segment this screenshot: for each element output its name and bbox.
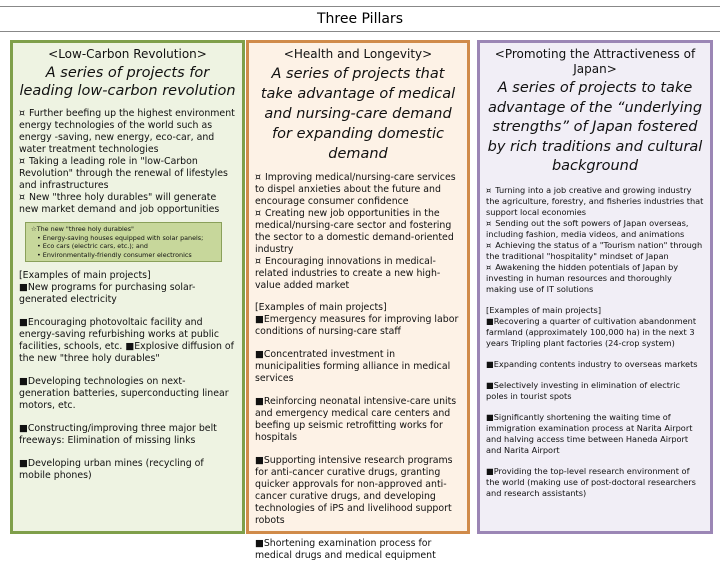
bullet-list (486, 185, 704, 295)
example-item: ■New programs for purchasing solar-generated electricity (19, 282, 196, 305)
example-item: ■Shortening examination process for medical drugs and medical equipment (255, 538, 436, 561)
bullet-mark-icon: ¤ (255, 256, 261, 267)
example-item: ■Expanding contents industry to overseas markets (486, 358, 698, 369)
column-attractiveness-of-japan (477, 40, 713, 534)
example-item: ■Reinforcing neonatal intensive-care units and emergency medical care centers and beefing up seismic retrofitting works for hospitals (255, 396, 457, 443)
example-item: ■Selectively investing in elimination of electric poles in tourist spots (486, 379, 681, 401)
column-heading: <Health and Longevity> (283, 47, 433, 61)
bullet-item: ¤ New "three holy durables" will generate new market demand and job opportunities (19, 192, 220, 215)
column-heading: <Low-Carbon Revolution> (48, 47, 207, 61)
bullet-mark-icon: ¤ (486, 239, 492, 250)
column-health-and-longevity (246, 40, 470, 561)
bullet-item: ¤ Achieving the status of a "Tourism nation" through the traditional "hospitality" mindset of Japan (486, 239, 703, 261)
example-item: ■Constructing/improving three major belt freeways: Elimination of missing links (19, 423, 217, 446)
example-item: ■Developing urban mines (recycling of mobile phones) (19, 458, 204, 481)
three-holy-durables-box (25, 222, 222, 262)
bullet-item: ¤ Sending out the soft powers of Japan overseas, including fashion, media videos, and animations (486, 217, 689, 239)
example-item: ■Supporting intensive research programs for anti-cancer curative drugs, granting quicker approvals for non-approved anti-cancer curative drugs, and developing technologies of iPS and livelihood support robots (255, 455, 453, 526)
bullet-mark-icon: ¤ (486, 217, 492, 228)
bullet-mark-icon: ¤ (486, 184, 492, 195)
example-item: ■Developing technologies on next-generation batteries, superconducting linear motors, etc. (19, 376, 229, 411)
column-subtitle: A series of projects that take advantage of medical and nursing-care demand for expanding domestic demand (260, 66, 456, 162)
bullet-item: ¤ Encouraging innovations in medical-related industries to create a new high-value added market (255, 256, 441, 291)
inset-line: • Eco cars (electric cars, etc.); and (37, 242, 148, 250)
bullet-item: ¤ Awakening the hidden potentials of Japan by investing in human resources and thoroughly making use of IT solutions (486, 261, 679, 294)
bullet-mark-icon: ¤ (255, 208, 261, 219)
examples-heading: [Examples of main projects] (486, 304, 602, 315)
bullet-mark-icon: ¤ (255, 172, 261, 183)
column-low-carbon-revolution (10, 40, 245, 534)
examples-heading: [Examples of main projects] (255, 302, 387, 313)
bullet-mark-icon: ¤ (486, 261, 492, 272)
bullet-mark-icon: ¤ (19, 108, 25, 119)
bullet-item: ¤ Turning into a job creative and growing industry the agriculture, forestry, and fisheries industries that support local economies (486, 184, 704, 217)
column-subtitle: A series of projects to take advantage of the “underlying strengths” of Japan fostered by rich traditions and cultural background (487, 80, 703, 174)
example-item: ■Encouraging photovoltaic facility and energy-saving refurbishing works at public facilities, schools, etc. ■Explosive diffusion of the new "three holy durables" (19, 317, 234, 364)
bullet-item: ¤ Creating new job opportunities in the medical/nursing-care sector and fostering the sector to a domestic demand-oriented industry (255, 208, 454, 255)
bullet-item: ¤ Further beefing up the highest environment energy technologies of the world such as energy -saving, new energy, eco-car, and water treatment technologies (19, 108, 235, 155)
page-title: Three Pillars (0, 6, 720, 32)
inset-title: ☆The new "three holy durables" (31, 225, 134, 233)
bullet-item: ¤ Improving medical/nursing-care services to dispel anxieties about the future and encourage consumer confidence (255, 172, 456, 207)
bullet-item: ¤ Taking a leading role in "low-Carbon Revolution" through the renewal of lifestyles and infrastructures (19, 156, 228, 191)
column-subtitle: A series of projects for leading low-carbon revolution (19, 65, 236, 99)
example-item: ■Significantly shortening the waiting time of immigration examination process at Narita Airport and halving access time between Haneda Airport and Narita Airport (486, 411, 693, 455)
bullet-list (255, 172, 461, 292)
bullet-mark-icon: ¤ (19, 192, 25, 203)
example-item: ■Providing the top-level research environment of the world (making use of post-doctoral researchers and research assistants) (486, 465, 696, 498)
inset-line: • Energy-saving houses equipped with solar panels; (37, 233, 204, 242)
example-item: ■Recovering a quarter of cultivation abandonment farmland (approximately 100,000 ha) in the next 3 years Tripling plant factories (24-crop system) (486, 315, 697, 348)
column-heading: <Promoting the Attractiveness of Japan> (494, 47, 696, 76)
inset-line: • Environmentally-friendly consumer electronics (37, 250, 192, 259)
example-item: ■Emergency measures for improving labor conditions of nursing-care staff (255, 314, 459, 337)
examples-heading: [Examples of main projects] (19, 270, 151, 281)
bullet-list (19, 108, 236, 216)
bullet-mark-icon: ¤ (19, 156, 25, 167)
example-item: ■Concentrated investment in municipalities forming alliance in medical services (255, 349, 451, 384)
